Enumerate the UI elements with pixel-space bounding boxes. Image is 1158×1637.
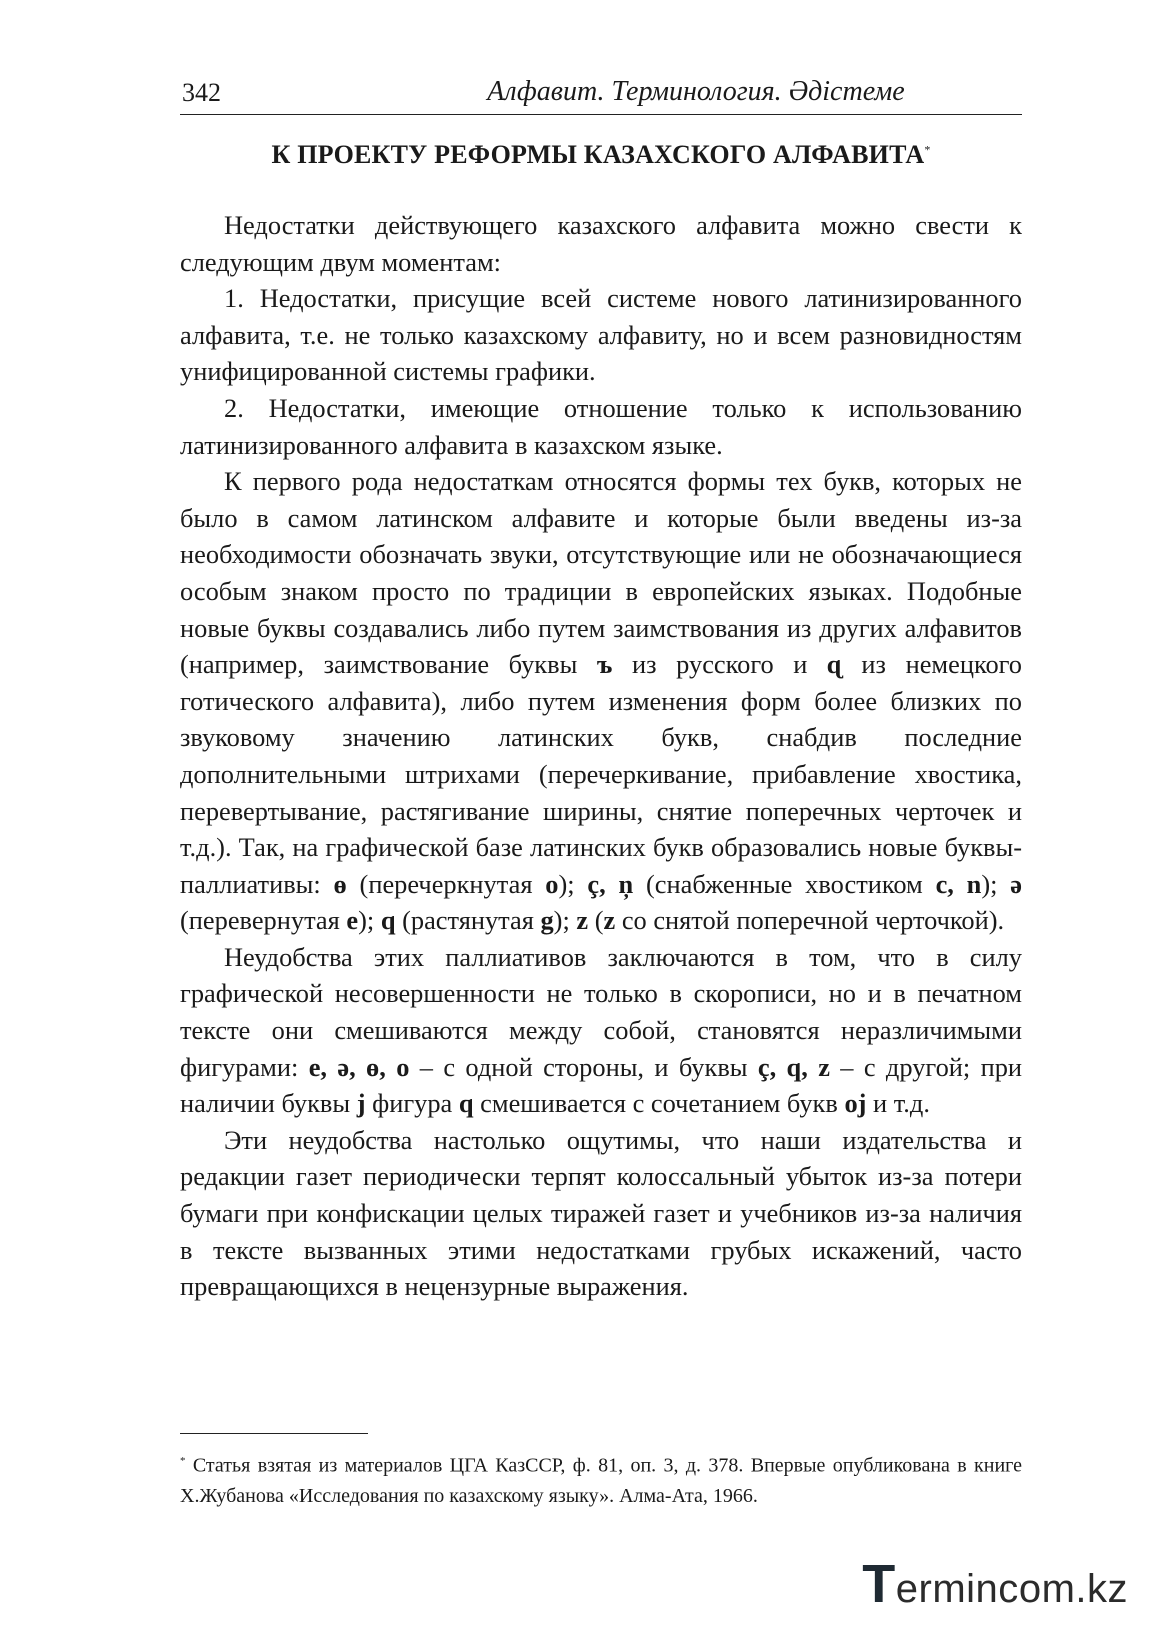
text-run: ); <box>553 905 577 936</box>
text-run: смешивается с сочетанием букв <box>473 1088 845 1119</box>
footnote-divider <box>180 1433 368 1434</box>
text-run: (перечеркнутая <box>346 868 546 899</box>
paragraph-6: Эти неудобства настолько ощутимы, что наши издательства и редакции газет периодически терпят колоссальный убыток из-за потери бумаги при конфискации целых тиражей газет и учебников из-за наличия в тексте вызванных этими недостатками грубых искажений, часто превращающихся в нецензурные выражения. <box>180 1124 1022 1302</box>
letters-c-q-z: ç, q, z <box>757 1051 830 1082</box>
letter-gothic-q: ɋ <box>827 649 842 680</box>
letter-q: q <box>458 1088 474 1119</box>
letters-e-schwa-o: e, ə, ө, o <box>308 1051 410 1082</box>
text-run: – с одной стороны, и буквы <box>409 1051 758 1082</box>
letter-barred-o: ө <box>333 868 347 899</box>
text-run: фигура <box>365 1088 459 1119</box>
paragraph-5 <box>180 939 1022 1122</box>
text-run: К первого рода недостаткам относятся формы тех букв, которых не было в самом латинском алфавите и которые были введены из-за необходимости обозначать звуки, отсутствующие или не обозначающиеся особым знаком просто по традиции в европейских языках. Подобные новые буквы создавались либо путем заимствования из других алфавитов (например, заимствование буквы <box>180 466 1022 680</box>
footnote-mark: * <box>180 1455 186 1467</box>
page-number: 342 <box>182 78 221 107</box>
letter-o: o <box>545 868 559 899</box>
running-header <box>180 74 1022 115</box>
watermark-tail: m.kz <box>1041 1567 1128 1611</box>
paragraph-1: Недостатки действующего казахского алфавита можно свести к следующим двум моментам: <box>180 210 1022 277</box>
footnote <box>180 1446 1022 1511</box>
letter-j: j <box>356 1088 366 1119</box>
text-run: (растянутая <box>395 905 541 936</box>
text-run: ); <box>358 905 381 936</box>
article-body <box>180 207 1022 1305</box>
watermark-first-letter: T <box>862 1554 896 1614</box>
text-run: и т.д. <box>866 1088 930 1119</box>
letters-oj: oj <box>844 1088 867 1119</box>
letter-e: e <box>346 905 359 936</box>
text-run: ); <box>558 868 588 899</box>
letter-z: z <box>603 905 616 936</box>
article-title-text: К ПРОЕКТУ РЕФОРМЫ КАЗАХСКОГО АЛФАВИТА <box>271 140 925 169</box>
watermark-text: erminc <box>895 1567 1019 1611</box>
text-run: – с другой; при наличии буквы <box>180 1051 1023 1119</box>
footnote-text: Статья взятая из материалов ЦГА КазССР, ф. 81, оп. 3, д. 378. Впервые опубликована в книге Х.Жубанова «Исследования по казахскому языку». Алма-Ата, 1966. <box>180 1454 1022 1507</box>
text-run: из немецкого готического алфавита), либо путем изменения форм более близких по звуковому значению латинских букв, снабдив последние дополнительными штрихами (перечеркивание, прибавление хвостика, перевертывание, растягивание ширины, снятие поперечных черточек и т.д.). Так, на графической базе латинских букв образовались новые буквы-паллиативы: <box>180 649 1023 899</box>
text-run: Неудобства этих паллиативов заключаются в том, что в силу графической несовершенности не только в скорописи, но и в печатном тексте они смешиваются между собой, становятся неразличимыми фигурами: <box>180 941 1022 1082</box>
paragraph-3: 2. Недостатки, имеющие отношение только к использованию латинизированного алфавита в казахском языке. <box>180 392 1022 460</box>
text-run: (перевернутая <box>180 905 347 936</box>
letter-g: g <box>540 905 554 936</box>
text-run: ); <box>981 868 1011 899</box>
running-title: Алфавит. Терминология. Әдістеме <box>487 76 905 107</box>
paragraph-2: 1. Недостатки, присущие всей системе нового латинизированного алфавита, т.е. не только казахскому алфавиту, но и всем разновидностям унифицированной системы графики. <box>180 283 1022 387</box>
letter-schwa: ə <box>1010 868 1022 899</box>
text-run: со снятой поперечной черточкой). <box>615 905 1005 936</box>
title-footnote-mark: * <box>924 142 931 157</box>
text-run: из русского и <box>612 649 828 680</box>
paragraph-4 <box>180 463 1022 939</box>
letter-q: q <box>380 905 396 936</box>
letters-c-n: c, n <box>935 868 982 899</box>
text-run: ( <box>588 905 604 936</box>
letter-z: z <box>576 905 589 936</box>
letters-c-n-cedilla: ç, ņ <box>587 868 634 899</box>
article-title <box>180 140 1022 170</box>
text-run: (снабженные хвостиком <box>633 868 936 899</box>
site-watermark-logo <box>862 1553 1128 1615</box>
letter-hard-sign: ъ <box>596 649 613 680</box>
watermark-o: o <box>1018 1567 1042 1611</box>
